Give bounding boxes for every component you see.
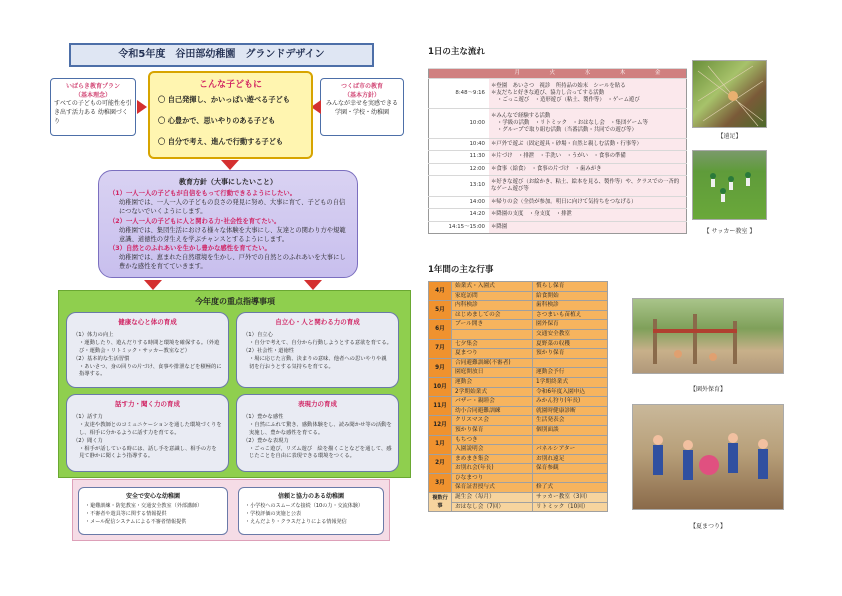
table-row xyxy=(429,397,608,407)
engai-photo xyxy=(632,298,784,374)
table-row xyxy=(429,368,608,378)
focus-card-line: （2）豊かな表現力 xyxy=(243,437,289,444)
event-item xyxy=(533,473,608,483)
focus-card-expression xyxy=(236,394,399,472)
ibaraki-plan-box xyxy=(50,78,136,136)
event-month: 6月 xyxy=(429,320,452,339)
support-card-line: ・避難訓練・防犯教室・交通安全教室（外部講師） xyxy=(85,503,203,510)
arrow-down-icon xyxy=(144,280,162,290)
table-row xyxy=(429,282,608,292)
event-item: 合同避難訓練(不審者) xyxy=(452,358,533,368)
event-item: 交通安全教室 xyxy=(533,329,608,339)
page-title: 令和5年度 谷田部幼稚園 グランドデザイン xyxy=(69,43,374,67)
event-item: 誕生会（毎月） xyxy=(452,493,533,503)
focus-card-line: ・友達や教師とのコミュニケーションを通した環境づくりをし、相手に分かるように話す力を育てる。 xyxy=(79,421,222,436)
festival-icon xyxy=(633,405,784,510)
schedule-time: 10:00 xyxy=(429,109,490,139)
ensoku-caption: 【遠足】 xyxy=(717,133,742,140)
day-label: 水 xyxy=(584,70,591,76)
table-row xyxy=(429,377,608,387)
policy-detail: 幼稚園では、集団生活における様々な体験を大事にし、友達との関わり方や規範意識、道徳性の芽生えを学ぶチャンスとするようにします。 xyxy=(119,226,346,243)
support-card-title: 信頼と協力のある幼稚園 xyxy=(277,493,344,500)
support-card-line: ・えんだより・クラスだよりによる情報発信 xyxy=(245,519,347,526)
event-item: サッカー教室（3回） xyxy=(533,493,608,503)
event-item xyxy=(533,358,608,368)
event-item: リトミック（10回） xyxy=(533,502,608,512)
table-row xyxy=(429,454,608,464)
schedule-time: 12:00 xyxy=(429,163,490,175)
schedule-time: 11:30 xyxy=(429,151,490,163)
support-card-safety xyxy=(78,487,228,535)
policy-point: （1）一人一人の子どもが自信をもって行動できるようにしたい。 xyxy=(109,190,296,198)
schedule-activity: ＊友だちと好きな遊び、協力し合ってする活動 xyxy=(491,90,604,97)
focus-card-line: ・場に応じた言動、決まりの意味、他者への思いやりや親切を行おうとする気持ちを育てる。 xyxy=(249,355,387,370)
playground-net-icon xyxy=(693,61,767,128)
tsukuba-policy-body: みんなが幸せを実感できる学園・学校・幼稚園 xyxy=(325,100,398,117)
ensoku-photo xyxy=(692,60,767,128)
table-row xyxy=(429,502,608,512)
table-row xyxy=(429,79,687,109)
table-row xyxy=(429,69,687,79)
policy-point: （2）一人一人の子どもに人と関わる力･社会性を育てたい。 xyxy=(109,217,281,225)
daily-heading: 1日の主な流れ xyxy=(428,47,485,57)
schedule-activity: ・ごっこ遊び ・造形遊び（粘土、製作等） ・ゲーム遊び xyxy=(497,97,640,104)
policy-heading: 教育方針（大事にしたいこと） xyxy=(179,178,277,186)
table-row xyxy=(429,416,608,426)
education-policy-box xyxy=(98,170,358,278)
table-row xyxy=(429,310,608,320)
schedule-activity: ＊戸外で遊ぶ（固定遊具・砂場・自然と親しむ活動・行事等） xyxy=(489,138,687,150)
event-item: お別れ会(年長) xyxy=(452,464,533,474)
policy-detail: 幼稚園では、恵まれた自然環境を生かし、戸外での自然とのふれあいを大事にし豊かな感性を育てていきます。 xyxy=(119,254,346,271)
event-item: まめまき集会 xyxy=(452,454,533,464)
event-month: 2月 xyxy=(429,454,452,473)
event-item: プール開き xyxy=(452,320,533,330)
event-item: 幼小合同避難訓練 xyxy=(452,406,533,416)
ideal-child-item: 〇 自己発揮し、かいっぱい遊べる子ども xyxy=(158,95,290,104)
ideal-child-box xyxy=(148,71,313,159)
event-item: 1学期終業式 xyxy=(533,377,608,387)
event-item: 令和6年度入園申込 xyxy=(533,387,608,397)
event-month: 3月 xyxy=(429,473,452,492)
arrow-down-icon xyxy=(221,160,239,170)
support-card-line: ・不審者や遊具等に関する情報提供 xyxy=(85,511,167,518)
event-month: 1月 xyxy=(429,435,452,454)
schedule-time: 10:40 xyxy=(429,138,490,150)
daily-schedule-table xyxy=(428,68,687,234)
event-item: 2学期始業式 xyxy=(452,387,533,397)
event-item: みかん狩り(年長) xyxy=(533,397,608,407)
event-item: 給食開始 xyxy=(533,291,608,301)
playground-icon xyxy=(633,299,784,374)
focus-card-line: （1）自立心 xyxy=(243,331,273,338)
event-item: 園庭開放日 xyxy=(452,368,533,378)
schedule-activity: ＊片づけ ・排泄 ・手洗い ・うがい ・食事の準備 xyxy=(489,151,687,163)
table-row xyxy=(429,109,687,139)
ibaraki-plan-body: すべての子どもの可能性を引き出す活力ある 幼稚園づくり xyxy=(54,100,132,125)
support-card-line: ・学校評価の実施と公表 xyxy=(245,511,302,518)
focus-card-independence xyxy=(236,312,399,388)
event-month: 9月 xyxy=(429,358,452,377)
focus-card-line: （1）話す力 xyxy=(73,413,103,420)
event-item: 預かり保育 xyxy=(452,425,533,435)
day-label: 金 xyxy=(655,70,661,76)
focus-heading: 今年度の重点指導事項 xyxy=(195,297,275,306)
support-card-trust xyxy=(238,487,384,535)
event-item: 慣らし保育 xyxy=(533,282,608,292)
schedule-activity: ・グループで取り組む活動（当番活動・共同での遊び等） xyxy=(497,127,637,134)
soccer-photo xyxy=(692,150,767,220)
focus-card-line: （2）基本的な生活習慣 xyxy=(73,355,130,362)
focus-card-line: （1）体力の向上 xyxy=(73,331,114,338)
event-item: 夏野菜の収穫 xyxy=(533,339,608,349)
event-item: 家庭訪問 xyxy=(452,291,533,301)
event-item: 内科検診 xyxy=(452,301,533,311)
table-row xyxy=(429,464,608,474)
policy-point: （3）自然とのふれあいを生かし豊かな感性を育てたい。 xyxy=(109,244,271,252)
event-item: 七夕集会 xyxy=(452,339,533,349)
schedule-time: 14:00 xyxy=(429,196,490,208)
table-row xyxy=(429,406,608,416)
event-item: クリスマス会 xyxy=(452,416,533,426)
event-month: 11月 xyxy=(429,397,452,416)
event-item: バザー・親睦会 xyxy=(452,397,533,407)
support-card-line: ・メール配信システムによる不審者情報提供 xyxy=(85,519,187,526)
table-row xyxy=(429,473,608,483)
event-item: 運動会 xyxy=(452,377,533,387)
table-row xyxy=(429,329,608,339)
ideal-child-item: 〇 自分で考え、進んで行動する子ども xyxy=(158,137,284,146)
table-row xyxy=(429,358,608,368)
engai-caption: 【園外保育】 xyxy=(689,386,726,393)
day-header xyxy=(489,69,687,79)
event-item: パネルシアター xyxy=(533,445,608,455)
event-item: 生活発表会 xyxy=(533,416,608,426)
focus-card-title: 健康な心と体の育成 xyxy=(118,318,177,326)
table-row xyxy=(429,151,687,163)
focus-card-title: 自立心・人と関わる力の育成 xyxy=(275,318,360,326)
table-row xyxy=(429,339,608,349)
table-row xyxy=(429,221,687,233)
table-row xyxy=(429,320,608,330)
table-row xyxy=(429,209,687,221)
day-label: 火 xyxy=(549,70,556,76)
event-month: 12月 xyxy=(429,416,452,435)
table-row xyxy=(429,435,608,445)
event-item: 保育参観 xyxy=(533,464,608,474)
focus-card-line: （1）豊かな感性 xyxy=(243,413,284,420)
arrow-right-icon xyxy=(137,100,147,114)
table-row xyxy=(429,291,608,301)
event-item: お別れ遠足 xyxy=(533,454,608,464)
support-card-title: 安全で安心な幼稚園 xyxy=(125,493,180,500)
soccer-caption: 【 サッカー教室 】 xyxy=(703,228,756,235)
event-month: 複数行事 xyxy=(429,493,452,512)
focus-card-line: ・相手が話している時には、話し手を意識し、相手の方を見て静かに聞くよう指導する。 xyxy=(79,445,217,460)
natsu-caption: 【夏まつり】 xyxy=(689,523,726,530)
focus-card-line: ・運動したり、遊んだりする時間と環境を確保する。（外遊び・運動会・リトミック・サッカー教室など） xyxy=(79,339,220,354)
table-row xyxy=(429,425,608,435)
tsukuba-policy-title: つくば市の教育 （基本方針） xyxy=(340,83,383,99)
focus-card-title: 話す力・聞く力の育成 xyxy=(115,400,180,408)
table-row xyxy=(429,349,608,359)
event-item: 夏まつり xyxy=(452,349,533,359)
event-item: 入園説明会 xyxy=(452,445,533,455)
event-item: さつまいも苗植え xyxy=(533,310,608,320)
event-item: はじめましての会 xyxy=(452,310,533,320)
event-item xyxy=(533,435,608,445)
event-item: 預かり保育 xyxy=(533,349,608,359)
event-item: 修了式 xyxy=(533,483,608,493)
focus-card-speaking xyxy=(66,394,229,472)
tsukuba-policy-box xyxy=(320,78,404,136)
arrow-down-icon xyxy=(304,280,322,290)
schedule-activity: ＊みんなで経験する活動 xyxy=(491,112,551,119)
schedule-activity: ・学級の活動 ・リトミック ・おはなし会 ・集団ゲーム等 xyxy=(497,119,648,126)
event-item: おはなし会（7回） xyxy=(452,502,533,512)
schedule-time: 14:20 xyxy=(429,209,490,221)
yearly-events-table xyxy=(428,281,608,512)
ideal-child-item: 〇 心豊かで、思いやりのある子ども xyxy=(158,116,276,125)
table-row xyxy=(429,493,608,503)
day-label: 月 xyxy=(514,70,520,76)
focus-card-title: 表現力の育成 xyxy=(298,400,337,408)
event-item: ひなまつり xyxy=(452,473,533,483)
focus-card-line: ・自然にふれて驚き、感動体験をし、読み聞かせ等の活動を実施し、豊かな感性を育てる。 xyxy=(249,421,392,436)
table-row xyxy=(429,483,608,493)
table-row xyxy=(429,175,687,196)
event-month: 5月 xyxy=(429,301,452,320)
event-item: 始業式・入園式 xyxy=(452,282,533,292)
focus-card-line: ・自分で考えて、自分から行動しようとする意欲を育てる。 xyxy=(249,339,392,346)
event-item: 保育証書授与式 xyxy=(452,483,533,493)
event-item: 歯科検診 xyxy=(533,301,608,311)
policy-detail: 幼稚園では、一人一人の子どもの良さの発見に努め、大事に育て、子どもの自信につないでいくようにします。 xyxy=(119,199,346,216)
schedule-activity: ＊降園の支度 ・身支度 ・排泄 xyxy=(489,209,687,221)
event-item: 個別面談 xyxy=(533,425,608,435)
event-month: 10月 xyxy=(429,377,452,396)
schedule-activity: ＊食事（給食） ・食事の片づけ ・歯みがき xyxy=(489,163,687,175)
event-item: 園外保育 xyxy=(533,320,608,330)
focus-card-line: （2）社会性・道徳性 xyxy=(243,347,295,354)
focus-card-health xyxy=(66,312,229,388)
children-icon xyxy=(693,151,767,220)
ibaraki-plan-title: いばらき教育プラン （基本理念） xyxy=(65,83,120,99)
table-row xyxy=(429,163,687,175)
table-row xyxy=(429,196,687,208)
yearly-heading: 1年間の主な行事 xyxy=(428,265,494,275)
schedule-activity: ＊帰りの会（全員が参加。明日に向けて気持ちをつなげる） xyxy=(489,196,687,208)
natsu-photo xyxy=(632,404,784,510)
event-item xyxy=(452,329,533,339)
event-month: 4月 xyxy=(429,282,452,301)
focus-card-line: ・ごっこ遊び、リズム遊び 絵を描くことなどを通して、感じたことを自由に表現できる環境をつくる。 xyxy=(249,445,392,460)
table-row xyxy=(429,138,687,150)
event-item: 運動会予行 xyxy=(533,368,608,378)
ideal-child-heading: こんな子どもに xyxy=(198,80,262,90)
schedule-time: 13:10 xyxy=(429,175,490,196)
focus-card-line: ・あいさつ、身の回りの片づけ、食事や排泄などを積極的に指導する。 xyxy=(79,363,222,378)
schedule-activity: ＊降園 xyxy=(489,221,687,233)
table-row xyxy=(429,301,608,311)
table-row xyxy=(429,387,608,397)
schedule-activity: ＊登園 あいさつ 視診 所持品の始末 シールを貼る xyxy=(491,82,626,89)
schedule-time: 8:48～9:16 xyxy=(429,79,490,109)
event-item: もちつき xyxy=(452,435,533,445)
schedule-time: 14:15～15:00 xyxy=(429,221,490,233)
event-month: 7月 xyxy=(429,339,452,358)
day-label: 木 xyxy=(619,70,626,76)
event-item: 就園時健康診断 xyxy=(533,406,608,416)
support-card-line: ・小学校へのスムーズな接続（10の力・交流体験） xyxy=(245,503,364,510)
schedule-activity: ＊好きな遊び（お絵かき、粘土、絵本を見る、製作等）や、クラスでの一斉的なゲーム遊び等 xyxy=(489,175,687,196)
focus-card-line: （2）聞く力 xyxy=(73,437,103,444)
table-row xyxy=(429,445,608,455)
